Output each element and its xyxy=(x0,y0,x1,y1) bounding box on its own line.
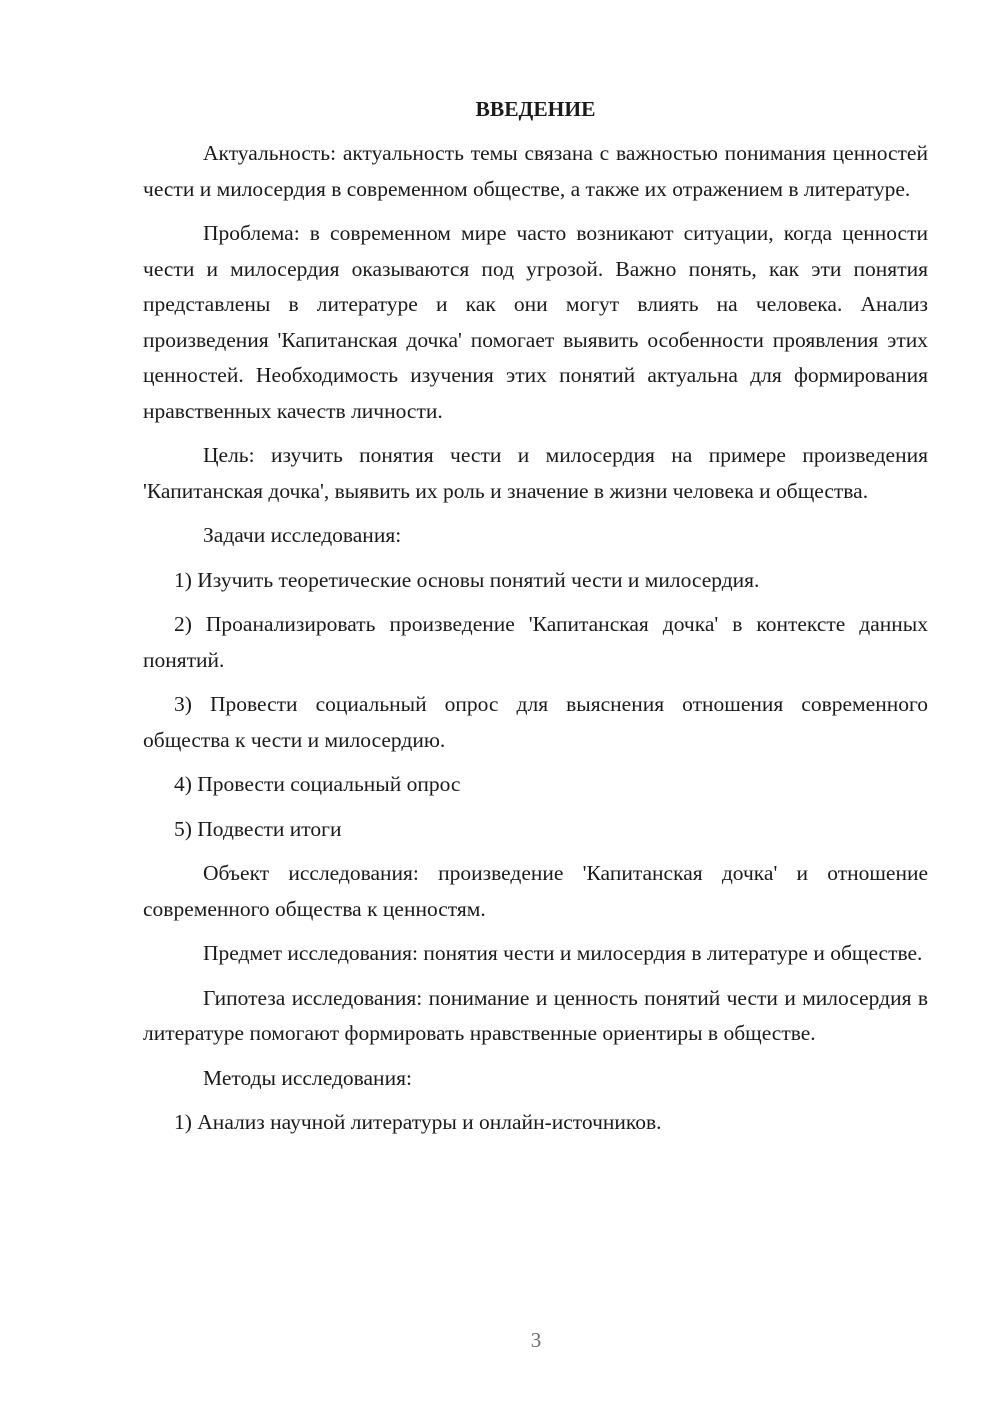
method-item-1: 1) Анализ научной литературы и онлайн-источников. xyxy=(174,1110,662,1134)
paragraph-problem: Проблема: в современном мире часто возникают ситуации, когда ценности чести и милосердия оказываются под угрозой. Важно понять, как эти понятия представлены в литературе и как они могут влиять на человека. Анализ произведения 'Капитанская дочка' помогает выявить особенности проявления этих ценностей. Необходимость изучения этих понятий актуальна для формирования нравственных качеств личности. xyxy=(143,221,928,423)
paragraph-object: Объект исследования: произведение 'Капитанская дочка' и отношение современного общества к ценностям. xyxy=(143,861,928,921)
task-item-5: 5) Подвести итоги xyxy=(174,816,342,841)
paragraph-subject: Предмет исследования: понятия чести и милосердия в литературе и обществе. xyxy=(203,941,923,965)
task-item-2: 2) Проанализировать произведение 'Капитанская дочка' в контексте данных понятий. xyxy=(143,612,928,672)
task-item-3: 3) Провести социальный опрос для выяснения отношения современного общества к чести и милосердию. xyxy=(143,692,928,752)
document-page xyxy=(143,92,928,1150)
tasks-heading: Задачи исследования: xyxy=(203,523,402,547)
page-number: 3 xyxy=(530,1328,542,1352)
methods-heading: Методы исследования: xyxy=(203,1065,412,1090)
task-item-1: 1) Изучить теоретические основы понятий чести и милосердия. xyxy=(174,567,760,592)
paragraph-hypothesis: Гипотеза исследования: понимание и ценность понятий чести и милосердия в литературе помогают формировать нравственные ориентиры в обществе. xyxy=(143,985,928,1045)
paragraph-goal: Цель: изучить понятия чести и милосердия на примере произведения 'Капитанская дочка', выявить их роль и значение в жизни человека и общества. xyxy=(143,443,928,503)
section-title: ВВЕДЕНИЕ xyxy=(475,97,596,121)
task-item-4: 4) Провести социальный опрос xyxy=(174,772,461,796)
paragraph-relevance: Актуальность: актуальность темы связана с важностью понимания ценностей чести и милосердия в современном обществе, а также их отражением в литературе. xyxy=(143,141,928,201)
